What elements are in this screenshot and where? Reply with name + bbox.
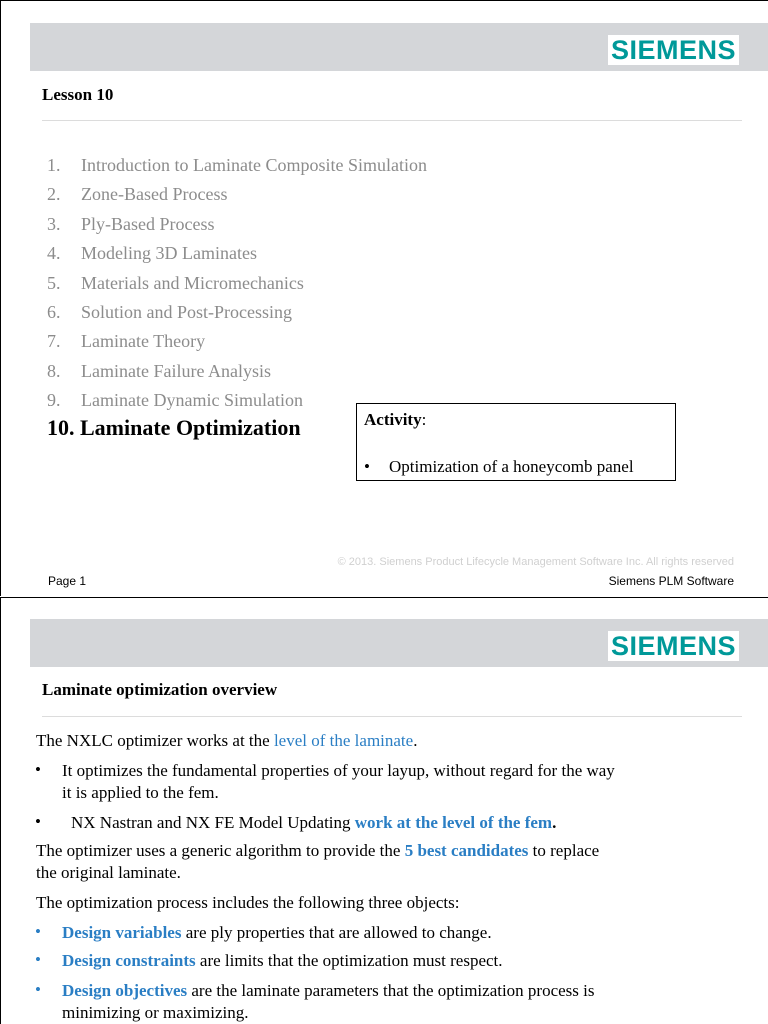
object-design-objectives-cont: minimizing or maximizing.: [62, 1003, 249, 1022]
list-item: 5. Materials and Micromechanics: [47, 272, 304, 293]
lesson-list: [47, 153, 427, 418]
bullet: •: [35, 980, 41, 999]
bullet-text: NX Nastran and NX FE Model Updating work at the level of the fem.: [71, 813, 557, 832]
bullet-text: It optimizes the fundamental properties of your layup, without regard for the way: [62, 761, 615, 780]
object-design-variables: Design variables are ply properties that are allowed to change.: [62, 923, 492, 942]
divider: [42, 716, 742, 717]
divider: [42, 120, 742, 121]
activity-box: [356, 403, 676, 481]
slide-title: Laminate optimization overview: [42, 680, 278, 699]
page-number: Page 1: [48, 574, 87, 588]
bullet: •: [35, 950, 41, 969]
paragraph-algorithm: The optimizer uses a generic algorithm to provide the 5 best candidates to replace: [36, 841, 600, 860]
header-bar: [30, 619, 768, 667]
list-item: 7. Laminate Theory: [47, 331, 206, 352]
siemens-logo: SIEMENS: [608, 35, 739, 65]
copyright-notice: © 2013. Siemens Product Lifecycle Management Software Inc. All rights reserved: [337, 556, 734, 568]
header-bar: [30, 23, 768, 71]
list-item: 9. Laminate Dynamic Simulation: [47, 390, 303, 411]
current-lesson-item: 10. Laminate Optimization: [47, 415, 301, 440]
bullet: •: [35, 812, 41, 831]
bullet: •: [35, 760, 41, 779]
paragraph-intro: The NXLC optimizer works at the level of the laminate.: [36, 731, 418, 750]
list-item: 3. Ply-Based Process: [47, 213, 215, 234]
list-item: 4. Modeling 3D Laminates: [47, 243, 257, 264]
siemens-logo: SIEMENS: [608, 631, 739, 661]
list-item: 6. Solution and Post-Processing: [47, 301, 293, 322]
bullet: •: [35, 922, 41, 941]
object-design-objectives: Design objectives are the laminate parameters that the optimization process is: [62, 981, 595, 1000]
activity-item: • Optimization of a honeycomb panel: [364, 457, 634, 476]
object-design-constraints: Design constraints are limits that the optimization must respect.: [62, 951, 503, 970]
paragraph-algorithm-cont: the original laminate.: [36, 863, 181, 882]
slide-2: [0, 597, 768, 1024]
company-name: Siemens PLM Software: [608, 574, 734, 588]
paragraph-objects: The optimization process includes the following three objects:: [36, 893, 460, 912]
lesson-title: Lesson 10: [42, 85, 114, 104]
list-item: 8. Laminate Failure Analysis: [47, 360, 271, 381]
list-item: 2. Zone-Based Process: [47, 184, 228, 205]
bullet-text: it is applied to the fem.: [62, 783, 219, 802]
activity-label: Activity:: [364, 410, 427, 429]
list-item: 1. Introduction to Laminate Composite Simulation: [47, 155, 427, 175]
